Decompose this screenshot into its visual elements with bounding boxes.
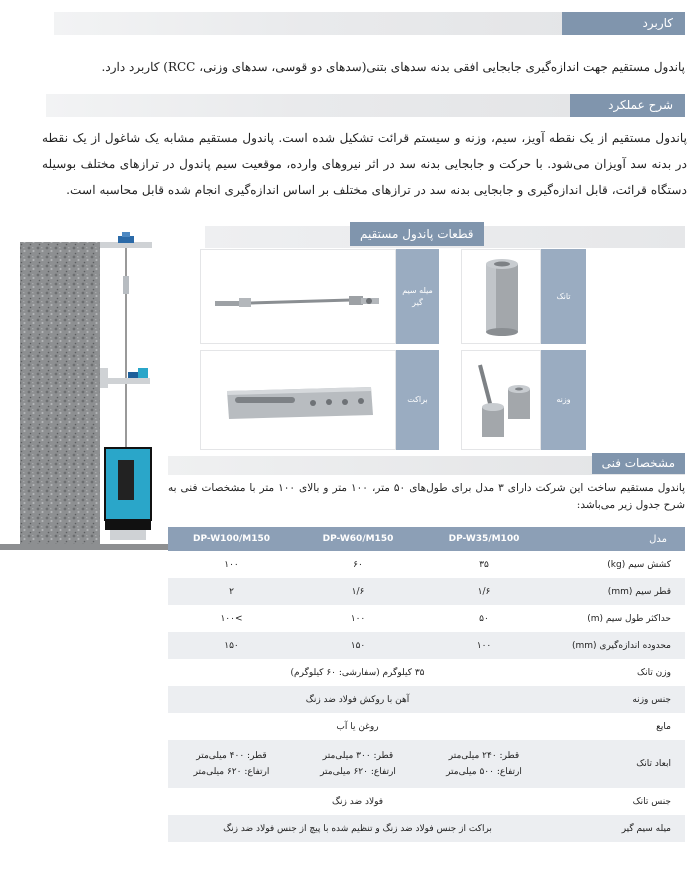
row-label: مایع xyxy=(547,713,685,740)
operation-heading: شرح عملکرد xyxy=(570,94,685,117)
cell-value: ۶۰ xyxy=(295,551,421,578)
application-heading: کاربرد xyxy=(562,12,685,35)
pendulum-illustration xyxy=(0,228,172,550)
cell-value: ۱۰۰ xyxy=(295,605,421,632)
table-row xyxy=(168,740,685,788)
cell-value: ۵۰ xyxy=(421,605,547,632)
row-label: قطر سیم (mm) xyxy=(547,578,685,605)
cell-dims xyxy=(421,740,547,788)
dims-diameter: قطر: ۳۰۰ میلی‌متر xyxy=(322,750,394,761)
specs-header-col1: DP-W35/M100 xyxy=(421,527,547,551)
dims-height: ارتفاع: ۵۰۰ میلی‌متر xyxy=(446,767,522,777)
wire-rod-image-cell xyxy=(200,249,396,344)
cell-value: ۱/۶ xyxy=(421,578,547,605)
row-label: ابعاد تانک xyxy=(547,740,685,788)
table-row xyxy=(168,788,685,815)
cell-value: ۱۰۰ xyxy=(421,632,547,659)
specs-header-col3: DP-W100/M150 xyxy=(168,527,295,551)
cell-value: ۱/۶ xyxy=(295,578,421,605)
table-row xyxy=(168,551,685,578)
specs-header-model: مدل xyxy=(547,527,685,551)
cell-value: ۲ xyxy=(168,578,295,605)
parts-label-weight: وزنه xyxy=(541,350,586,450)
parts-label-wire-rod: میله سیم گیر xyxy=(396,249,439,344)
table-row xyxy=(168,659,685,686)
cell-value: ۱۵۰ xyxy=(295,632,421,659)
weight-image-cell xyxy=(461,350,541,450)
cell-merged: ۳۵ کیلوگرم (سفارشی: ۶۰ کیلوگرم) xyxy=(168,659,547,686)
cell-dims xyxy=(295,740,421,788)
bracket-image-cell xyxy=(200,350,396,450)
row-label: حداکثر طول سیم (m) xyxy=(547,605,685,632)
tank-image-cell xyxy=(461,249,541,344)
table-row xyxy=(168,713,685,740)
table-row xyxy=(168,578,685,605)
parts-heading: قطعات پاندول مستقیم xyxy=(350,222,484,246)
table-row xyxy=(168,815,685,842)
wire-clamp-rod-icon xyxy=(201,250,397,345)
specs-table xyxy=(168,527,685,842)
dims-height: ارتفاع: ۶۲۰ میلی‌متر xyxy=(193,767,270,777)
cell-value: >۱۰۰ xyxy=(168,605,295,632)
row-label: میله سیم گیر xyxy=(547,815,685,842)
table-row xyxy=(168,686,685,713)
cell-merged: روغن یا آب xyxy=(168,713,547,740)
row-label: کشش سیم (kg) xyxy=(547,551,685,578)
cell-merged: فولاد ضد زنگ xyxy=(168,788,547,815)
cell-value: ۱۰۰ xyxy=(168,551,295,578)
weight-cylinders-icon xyxy=(462,351,542,451)
specs-heading: مشخصات فنی xyxy=(592,453,685,474)
tank-cylinder-icon xyxy=(462,250,542,345)
table-row xyxy=(168,632,685,659)
bracket-plate-icon xyxy=(201,351,397,451)
specs-header-row xyxy=(168,527,685,551)
table-row xyxy=(168,605,685,632)
parts-label-tank: تانک xyxy=(541,249,586,344)
operation-text: پاندول مستقیم از یک نقطه آویز، سیم، وزنه و سیستم قرائت تشکیل شده است. پاندول مستقیم مشابه یک شاغول از یک نقطه در بدنه سد آویزان می‌شود. با حرکت و جابجایی بدنه سد در اثر نیروهای وارده، موقعیت سیم پاندول در ترازهای مختلف بوسیله دستگاه قرائت، قابل اندازه‌گیری و جابجایی بدنه سد در ترازهای مختلف بر اساس اندازه‌گیری انجام شده قابل محاسبه است. xyxy=(42,131,687,197)
parts-label-bracket: براکت xyxy=(396,350,439,450)
dims-height: ارتفاع: ۶۲۰ میلی‌متر xyxy=(320,767,396,777)
specs-intro: پاندول مستقیم ساخت این شرکت دارای ۳ مدل برای طول‌های ۵۰ متر، ۱۰۰ متر و بالای ۱۰۰ متر با مشخصات فنی به شرح جدول زیر می‌باشد: xyxy=(168,482,685,511)
cell-value: ۳۵ xyxy=(421,551,547,578)
dims-diameter: قطر: ۲۴۰ میلی‌متر xyxy=(448,750,520,761)
cell-dims xyxy=(168,740,295,788)
row-label: جنس تانک xyxy=(547,788,685,815)
cell-value: ۱۵۰ xyxy=(168,632,295,659)
application-text: پاندول مستقیم جهت اندازه‌گیری جابجایی افقی بدنه سدهای بتنی(سدهای دو قوسی، سدهای وزنی، RCC) کاربرد دارد. xyxy=(101,60,685,74)
row-label: محدوده اندازه‌گیری (mm) xyxy=(547,632,685,659)
dims-diameter: قطر: ۴۰۰ میلی‌متر xyxy=(196,750,267,761)
row-label: وزن تانک xyxy=(547,659,685,686)
row-label: جنس وزنه xyxy=(547,686,685,713)
cell-merged: آهن با روکش فولاد ضد زنگ xyxy=(168,686,547,713)
cell-merged: براکت از جنس فولاد ضد زنگ و تنظیم شده با پیچ از جنس فولاد ضد زنگ xyxy=(168,815,547,842)
specs-header-col2: DP-W60/M150 xyxy=(295,527,421,551)
